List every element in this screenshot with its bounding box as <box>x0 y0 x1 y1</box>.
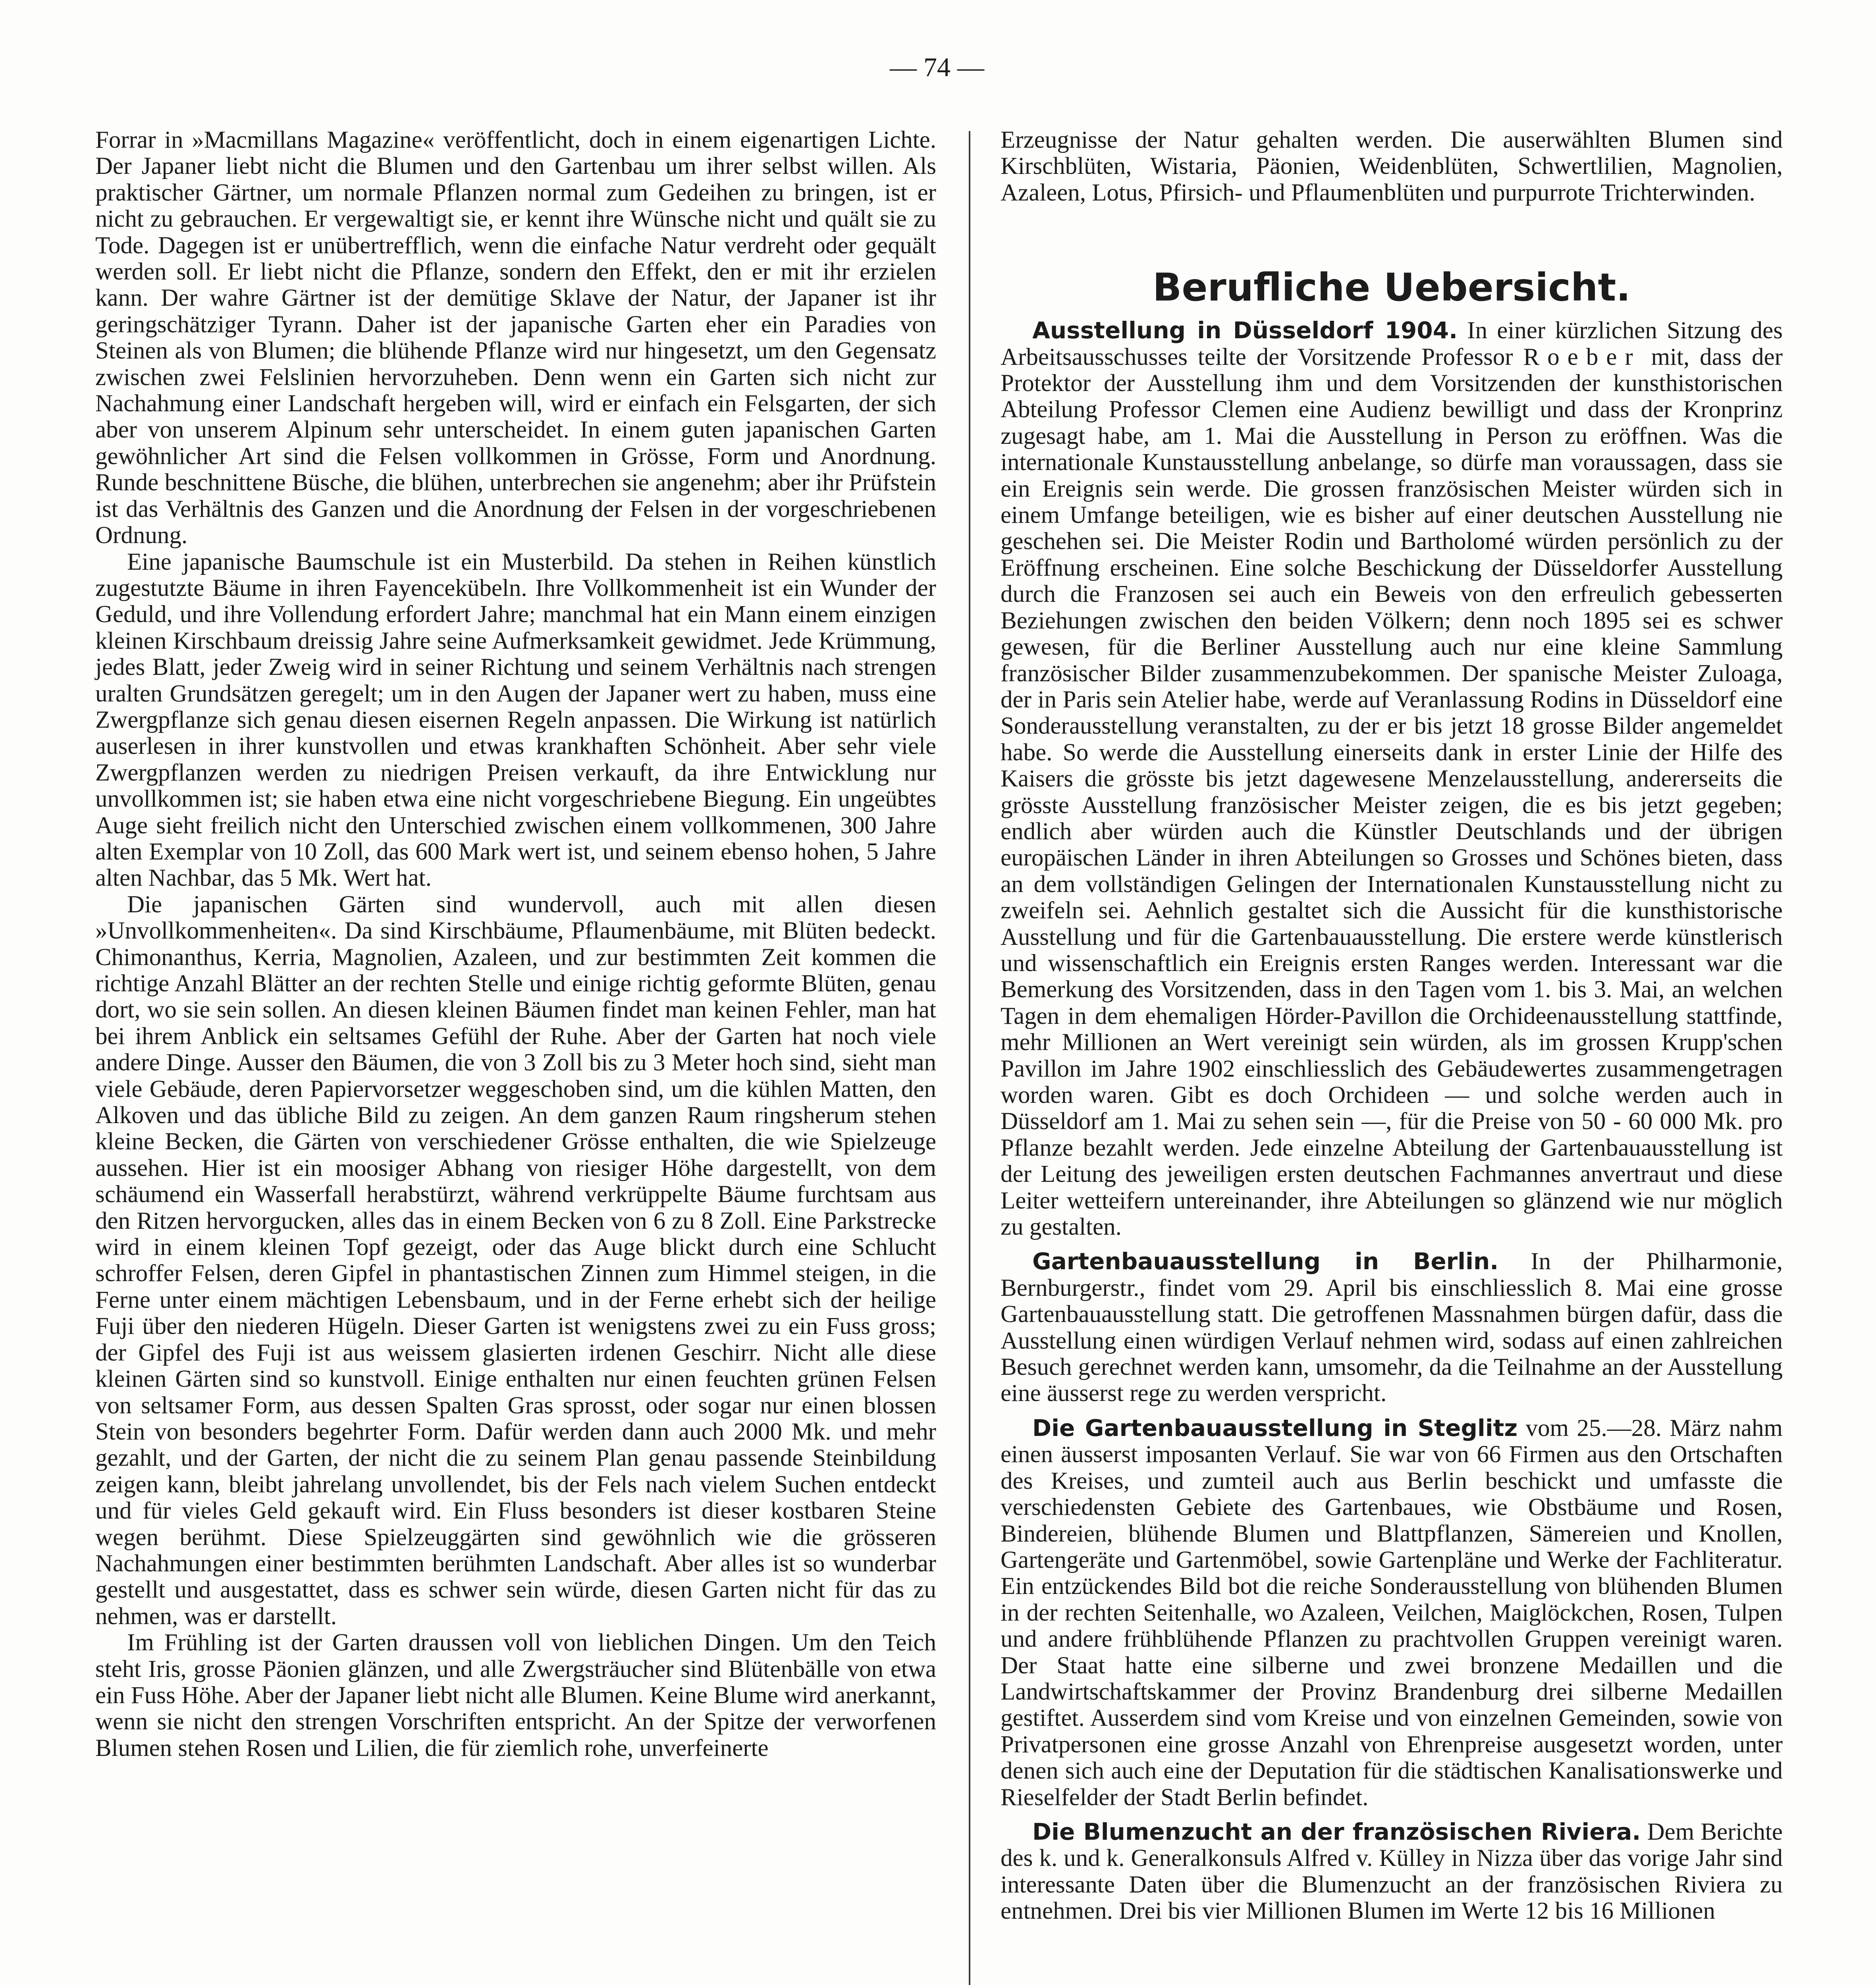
paragraph: Die japanischen Gärten sind wundervoll, auch mit allen diesen »Unvollkommenheiten«. Da sind Kirschbäume, Pflaumenbäume, mit Blüten bedeckt. Chimonanthus, Kerria, Magnolien, Azaleen, und zur bestimmten Zeit kommen die richtige Anzahl Blätter an der rechten Stelle und einige richtig geformte Blüten, genau dort, wo sie sein sollen. An diesen kleinen Bäumen findet man keinen Fehler, man hat bei ihrem Anblick ein seltsames Gefühl der Ruhe. Aber der Garten hat noch viele andere Dinge. Ausser den Bäumen, die von 3 Zoll bis zu 3 Meter hoch sind, sieht man viele Gebäude, deren Papiervorsetzer weggeschoben sind, um die kühlen Matten, den Alkoven und das übliche Bild zu zeigen. An dem ganzen Raum ringsherum stehen kleine Becken, die Gärten von verschiedener Grösse enthalten, die wie Spielzeuge aussehen. Hier ist ein moosiger Abhang von riesiger Höhe dargestellt, von dem schäumend ein Wasserfall herabstürzt, während verkrüppelte Bäume furchtsam aus den Ritzen hervorgucken, alles das in einem Becken von 6 zu 8 Zoll. Eine Parkstrecke wird in einem kleinen Topf gezeigt, oder das Auge blickt durch eine Schlucht schroffer Felsen, deren Gipfel in phantastischen Zinnen zum Himmel steigen, in die Ferne unter einem mächtigen Lebensbaum, und in der Ferne erhebt sich der heilige Fuji über den niederen Hügeln. Dieser Garten ist wenigstens zwei zu ein Fuss gross; der Gipfel des Fuji ist aus weissem glasierten irdenen Geschirr. Nicht alle diese kleinen Gärten sind so kunstvoll. Einige enthalten nur einen feuchten grünen Felsen von seltsamer Form, aus dessen Spalten Gras sprosst, oder sogar nur einen blossen Stein von besonders begehrter Form. Dafür werden dann auch 2000 Mk. und mehr gezahlt, und der Garten, der nicht die zu seinem Plan genau passende Steinbildung zeigen kann, bleibt jahrelang unvollendet, bis der Fels nach vielem Suchen entdeckt und für vieles Geld gekauft wird. Ein Fluss besonders ist dieser kostbaren Steine wegen berühmt. Diese Spielzeuggärten sind gewöhnlich wie die grösseren Nachahmungen einer bestimmten berühmten Landschaft. Aber alles ist so wunderbar gestellt und ausgestattet, dass es schwer sein würde, diesen Garten nicht für das zu nehmen, was er darstellt. <box>95 891 936 1630</box>
page-number: — 74 — <box>890 52 984 82</box>
news-item-text: mit, dass der Protektor der Ausstellung ihm und dem Vorsitzenden der kunsthistorischen Abteilung Professor Clemen eine Audienz bewilligt und dass der Kronprinz zugesagt habe, am 1. Mai die Ausstellung in Person zu eröffnen. Was die internationale Kunstausstellung anbelange, so dürfe man voraussagen, dass sie ein Ereignis sein werde. Die grossen französischen Meister würden sich in einem Umfange beteiligen, wie es bisher auf einer deutschen Ausstellung nie geschehen sei. Die Meister Rodin und Bartholomé würden persönlich zu der Eröffnung erscheinen. Eine solche Beschickung der Düsseldorfer Ausstellung durch die Franzosen sei auch ein Beweis von den erfreulich gebesserten Beziehungen zwischen den beiden Völkern; denn noch 1895 sei es schwer gewesen, für die Berliner Ausstellung auch nur eine kleine Sammlung französischer Bilder zusammenzubekommen. Der spanische Meister Zuloaga, der in Paris sein Atelier habe, werde auf Veranlassung Rodins in Düsseldorf eine Sonderausstellung veranstalten, zu der er bis jetzt 18 grosse Bilder angemeldet habe. So werde die Ausstellung einerseits dank in erster Linie der Hilfe des Kaisers die grösste bis jetzt dagewesene Menzelausstellung, andererseits die grösste Ausstellung französischer Meister zeigen, die es bis jetzt gegeben; endlich aber würden auch die Künstler Deutschlands und der übrigen europäischen Länder in ihren Abteilungen so Grosses und Schönes bieten, dass an dem vollständigen Gelingen der Internationalen Kunstausstellung nicht zu zweifeln sei. Aehnlich gestaltet sich die Aussicht für die kunsthistorische Ausstellung und für die Gartenbauausstellung. Die erstere werde künstlerisch und wissenschaftlich ein Ereignis ersten Ranges werden. Interessant war die Bemerkung des Vorsitzenden, dass in den Tagen vom 1. bis 3. Mai, an welchen Tagen in dem ehemaligen Hörder-Pavillon die Orchideenausstellung stattfinde, mehr Millionen an Wert vereinigt sein würden, als im grossen Krupp'schen Pavillon im Jahre 1902 einschliesslich des Gebäudewertes zusammengetragen worden waren. Gibt es doch Orchideen — und solche werden auch in Düsseldorf am 1. Mai zu sehen sein —, für die Preise von 50 - 60 000 Mk. pro Pflanze bezahlt werden. Jede einzelne Abteilung der Gartenbauausstellung ist der Leitung des jeweiligen ersten deutschen Fachmannes anvertraut und diese Leiter wetteifern untereinander, ihre Abteilungen so glänzend wie nur möglich zu gestalten. <box>1001 343 1783 1241</box>
paragraph: Im Frühling ist der Garten draussen voll von lieblichen Dingen. Um den Teich steht Iris, grosse Päonien glänzen, und alle Zwergsträucher sind Blütenbälle von etwa ein Fuss Höhe. Aber der Japaner liebt nicht alle Blumen. Keine Blume wird anerkannt, wenn sie nicht den strengen Vorschriften entspricht. An der Spitze der verworfenen Blumen stehen Rosen und Lilien, die für ziemlich rohe, unverfeinerte <box>95 1629 936 1761</box>
spaced-name: Roeber <box>1523 343 1641 370</box>
news-item-text: In der Philharmonie, Bernburgerstr., findet vom 29. April bis einschliesslich 8. Mai eine grosse Gartenbauausstellung statt. Die getroffenen Massnahmen bürgen dafür, dass die Ausstellung einen würdigen Verlauf nehmen wird, sodass auf einen zahlreichen Besuch gerechnet werden kann, umsomehr, da die Teilnahme an der Ausstellung eine äusserst rege zu werden verspricht. <box>1001 1248 1783 1407</box>
paragraph: Forrar in »Macmillans Magazine« veröffentlicht, doch in einem eigenartigen Lichte. Der Japaner liebt nicht die Blumen und den Gartenbau um ihrer selbst willen. Als praktischer Gärtner, um normale Pflanzen normal zum Gedeihen zu bringen, ist er nicht zu gebrauchen. Er vergewaltigt sie, er kennt ihre Wünsche nicht und quält sie zu Tode. Dagegen ist er unübertrefflich, wenn die einfache Natur verdreht oder gequält werden soll. Er liebt nicht die Pflanze, sondern den Effekt, den er mit ihr erzielen kann. Der wahre Gärtner ist der demütige Sklave der Natur, der Japaner ist ihr geringschätziger Tyrann. Daher ist der japanische Garten eher ein Paradies von Steinen als von Blumen; die blühende Pflanze wird nur hingesetzt, um den Gegensatz zwischen zwei Felslinien hervorzuheben. Denn wenn ein Garten sich nicht zur Nachahmung einer Landschaft hergeben will, wird er einfach ein Felsgarten, der sich aber von unserem Alpinum sehr unterscheidet. In einem guten japanischen Garten gewöhnlicher Art sind die Felsen vollkommen in Grösse, Form und Anordnung. Runde beschnittene Büsche, die blühen, unterbrechen sie angenehm; aber ihr Prüfstein ist das Verhältnis des Ganzen und die Anordnung der Felsen in der vorgeschriebenen Ordnung. <box>95 127 936 549</box>
news-item-text: In einer kürzlichen Sitzung des Arbeitsausschusses teilte der Vorsitzende Professor <box>1001 317 1783 370</box>
news-item-text: Dem Berichte des k. und k. Generalkonsuls Alfred v. Külley in Nizza über das vorige Jahr sind interessante Daten über die Blumenzucht an der französischen Riviera zu entnehmen. Drei bis vier Millionen Blumen im Werte 12 bis 16 Millionen <box>1001 1818 1783 1925</box>
news-item <box>1001 317 1783 1240</box>
paragraph: Eine japanische Baumschule ist ein Musterbild. Da stehen in Reihen künstlich zugestutzte Bäume in ihren Fayencekübeln. Ihre Vollkommenheit ist ein Wunder der Geduld, und ihre Vollendung erfordert Jahre; manchmal hat ein Mann einem einzigen kleinen Kirschbaum dreissig Jahre seine Aufmerksamkeit gewidmet. Jede Krümmung, jedes Blatt, jeder Zweig wird in seiner Richtung und seinem Verhältnis nach strengen uralten Grundsätzen geregelt; um in den Augen der Japaner wert zu haben, muss eine Zwergpflanze sich genau diesen eisernen Regeln anpassen. Die Wirkung ist natürlich auserlesen in ihrer kunstvollen und etwas krankhaften Schönheit. Aber sehr viele Zwergpflanzen werden zu niedrigen Preisen verkauft, da ihre Entwicklung nur unvollkommen ist; sie haben etwa eine nicht vorgeschriebene Biegung. Ein ungeübtes Auge sieht freilich nicht den Unterschied zwischen einem vollkommenen, 300 Jahre alten Exemplar von 10 Zoll, das 600 Mark wert ist, und seinem ebenso hohen, 5 Jahre alten Nachbar, das 5 Mk. Wert hat. <box>95 548 936 892</box>
news-item-text: vom 25.—28. März nahm einen äusserst imposanten Verlauf. Sie war von 66 Firmen aus den Ortschaften des Kreises, und zumteil auch aus Berlin beschickt und umfasste die verschiedensten Gebiete des Gartenbaues, wie Obstbäume und Rosen, Bindereien, blühende Blumen und Blattpflanzen, Sämereien und Knollen, Gartengeräte und Gartenmöbel, sowie Gartenpläne und Werke der Fachliteratur. Ein entzückendes Bild bot die reiche Sonderausstellung von blühenden Blumen in der rechten Seitenhalle, wo Azaleen, Veilchen, Maiglöckchen, Rosen, Tulpen und andere frühblühende Pflanzen zu prachtvollen Gruppen vereinigt waren. Der Staat hatte eine silberne und zwei bronzene Medaillen und die Landwirtschaftskammer der Provinz Brandenburg drei silberne Medaillen gestiftet. Ausserdem sind vom Kreise und von einzelnen Gemeinden, sowie von Privatpersonen eine grosse Anzahl von Ehrenpreise ausgesetzt worden, unter denen sich auch eine der Deputation für die städtischen Kanalisationswerke und Rieselfelder der Stadt Berlin befindet. <box>1001 1415 1783 1811</box>
news-item <box>1001 1415 1783 1811</box>
news-item-title: Die Gartenbauausstellung in Steglitz <box>1032 1414 1518 1442</box>
news-item <box>1001 1248 1783 1407</box>
left-column <box>95 127 936 1761</box>
news-item-title: Die Blumenzucht an der französischen Riviera. <box>1032 1818 1641 1845</box>
column-divider <box>969 131 970 1985</box>
news-item-title: Ausstellung in Düsseldorf 1904. <box>1032 317 1458 344</box>
section-heading: Berufliche Uebersicht. <box>1153 265 1631 310</box>
right-column <box>1001 127 1783 1925</box>
news-item <box>1001 1819 1783 1925</box>
paragraph: Erzeugnisse der Natur gehalten werden. Die auserwählten Blumen sind Kirschblüten, Wistaria, Päonien, Weidenblüten, Schwertlilien, Magnolien, Azaleen, Lotus, Pfirsich- und Pflaumenblüten und purpurrote Trichterwinden. <box>1001 127 1783 206</box>
news-item-title: Gartenbauausstellung in Berlin. <box>1032 1248 1499 1275</box>
